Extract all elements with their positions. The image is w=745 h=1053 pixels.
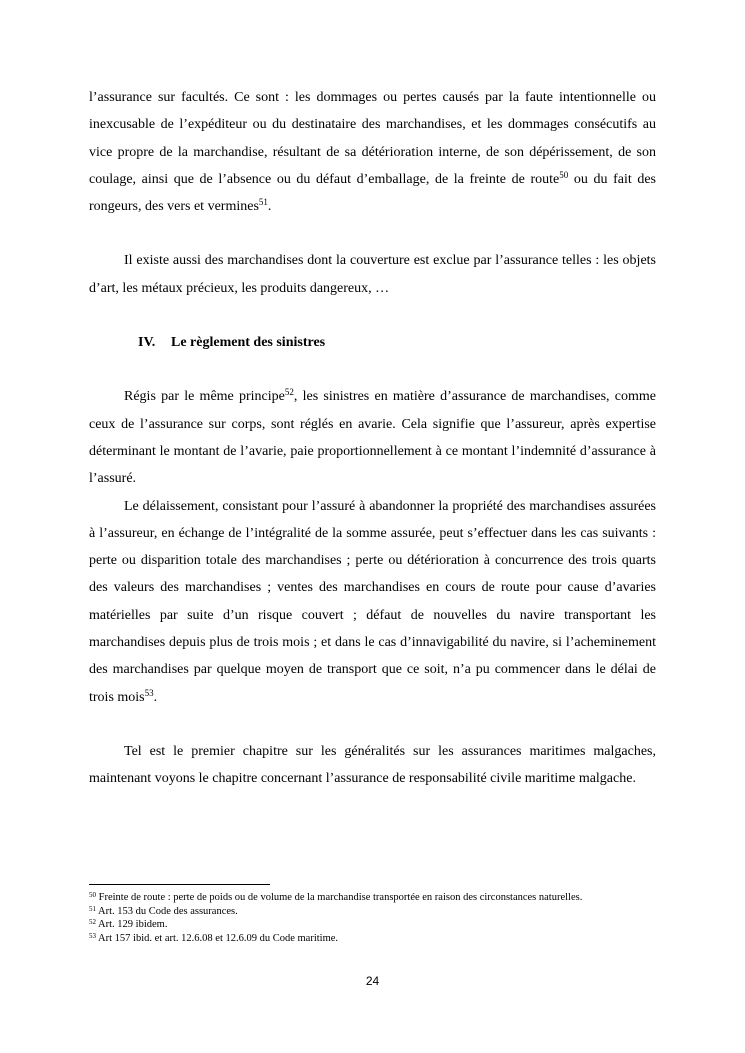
paragraph-gap [89, 302, 656, 329]
paragraph-abandonment: Le délaissement, consistant pour l’assuré à abandonner la propriété des marchandises assurées à l’assureur, en échange de l’intégralité de la somme assurée, peut s’effectuer dans les cas suivants : perte ou disparition totale des marchandises ; perte ou détérioration à concurrence des trois quarts des valeurs des marchandises ; ventes des marchandises en cours de route pour cause d’avaries matérielles par suite d’un risque couvert ; défaut de nouvelles du navire transportant les marchandises depuis plus de trois mois ; et dans le cas d’innavigabilité du navire, si l’acheminement des marchandises par quelque moyen de transport que ce soit, n’a pu commencer dans le délai de trois mois$^{53}$. [89, 498, 656, 705]
footnote-51: $^{51}$ Art. 153 du Code des assurances. [89, 904, 238, 917]
section-title: Le règlement des sinistres [171, 335, 326, 351]
paragraph-exclusions: l’assurance sur facultés. Ce sont : les dommages ou pertes causés par la faute intentionnelle ou inexcusable de l’expéditeur ou du destinataire des marchandises, et les dommages consécutifs au vice propre de la marchandise, résultant de sa détérioration interne, de son dépérissement, de son coulage, ainsi que de l’absence ou du défaut d’emballage, de la freinte de route$^{50}$ ou du fait des rongeurs, des vers et vermines$^{51}$. [89, 90, 657, 215]
paragraph-conclusion: Tel est le premier chapitre sur les généralités sur les assurances maritimes malgaches, maintenant voyons le chapitre concernant l’assurance de responsabilité civile maritime malgache. [89, 743, 656, 787]
footnote-52: $^{52}$ Art. 129 ibidem. [89, 918, 168, 930]
footnote-ref-52[interactable]: 52 [284, 387, 294, 398]
paragraph-gap [89, 220, 656, 247]
paragraph-gap [89, 356, 656, 383]
section-number: IV. [138, 335, 156, 351]
paragraph-gap [89, 711, 656, 738]
footnote-ref-50[interactable]: 50 [559, 169, 569, 180]
paragraph-excluded-goods: Il existe aussi des marchandises dont la couverture est exclue par l’assurance telles : les objets d’art, les métaux précieux, les produits dangereux, … [89, 253, 656, 296]
body-text [89, 84, 656, 793]
paragraph-average-settlement: Régis par le même principe$^{52}$, les sinistres en matière d’assurance de marchandises, comme ceux de l’assurance sur corps, sont réglés en avarie. Cela signifie que l’assureur, après expertise déterminant le montant de l’avarie, paie proportionnellement à ce montant l’indemnité d’assurance à l’assuré. [89, 387, 656, 487]
footnote-separator [89, 884, 270, 885]
footnote-50: $^{50}$ Freinte de route : perte de poids ou de volume de la marchandise transportée en raison des circonstances naturelles. [89, 891, 583, 903]
page-number: 24 [365, 974, 380, 988]
footnote-53: $^{53}$ Art 157 ibid. et art. 12.6.08 et 12.6.09 du Code maritime. [89, 931, 339, 944]
footnote-ref-51[interactable]: 51 [258, 197, 268, 208]
section-heading [89, 329, 656, 356]
footnote-ref-53[interactable]: 53 [144, 687, 154, 698]
footnotes [89, 891, 656, 945]
